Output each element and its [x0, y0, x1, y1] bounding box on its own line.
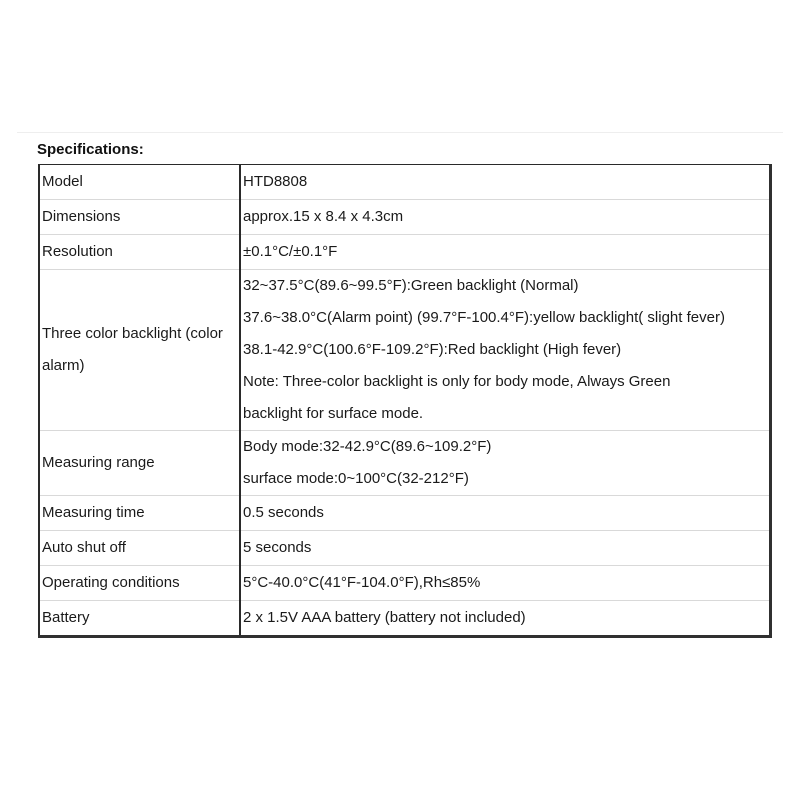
spec-label: Measuring time	[39, 496, 240, 531]
spec-label: Battery	[39, 601, 240, 637]
spec-value-line: approx.15 x 8.4 x 4.3cm	[243, 208, 404, 225]
table-row	[39, 165, 771, 200]
spec-value	[240, 531, 771, 566]
spec-label: Auto shut off	[39, 531, 240, 566]
spec-value	[240, 165, 771, 200]
spec-label: Dimensions	[39, 200, 240, 235]
table-row	[39, 566, 771, 601]
spec-label: Model	[39, 165, 240, 200]
spec-value-line: 5 seconds	[243, 539, 312, 556]
spec-value	[240, 200, 771, 235]
table-row	[39, 270, 771, 431]
spec-value-line: ±0.1°C/±0.1°F	[243, 243, 338, 260]
table-row	[39, 200, 771, 235]
spec-value	[240, 431, 771, 496]
spec-value	[240, 270, 771, 431]
spec-value-line: Body mode:32-42.9°C(89.6~109.2°F)	[243, 438, 492, 455]
spec-value	[240, 601, 771, 637]
spec-label: Measuring range	[39, 431, 240, 496]
table-row	[39, 496, 771, 531]
specifications-table	[38, 164, 772, 638]
spec-value	[240, 235, 771, 270]
table-row	[39, 531, 771, 566]
spec-value	[240, 496, 771, 531]
spec-value-line: Note: Three-color backlight is only for body mode, Always Green	[243, 373, 671, 390]
spec-value-line: backlight for surface mode.	[243, 405, 424, 422]
spec-label: Resolution	[39, 235, 240, 270]
spec-value-line: 5°C-40.0°C(41°F-104.0°F),Rh≤85%	[243, 574, 481, 591]
spec-value-line: 32~37.5°C(89.6~99.5°F):Green backlight (Normal)	[243, 277, 579, 294]
spec-label: Operating conditions	[39, 566, 240, 601]
spec-value-line: 0.5 seconds	[243, 504, 324, 521]
spec-value-line: 37.6~38.0°C(Alarm point) (99.7°F-100.4°F):yellow backlight( slight fever)	[243, 309, 725, 326]
spec-value-line: surface mode:0~100°C(32-212°F)	[243, 470, 469, 487]
spec-label-text: Three color backlight (color alarm)	[42, 325, 223, 374]
spec-value	[240, 566, 771, 601]
top-divider	[17, 132, 783, 133]
spec-label	[39, 270, 240, 431]
spec-value-line: 2 x 1.5V AAA battery (battery not included)	[243, 609, 526, 626]
table-row	[39, 235, 771, 270]
spec-value-line: 38.1-42.9°C(100.6°F-109.2°F):Red backlight (High fever)	[243, 341, 622, 358]
table-row	[39, 601, 771, 637]
specifications-heading: Specifications:	[37, 141, 144, 158]
spec-value-line: HTD8808	[243, 173, 308, 190]
table-row	[39, 431, 771, 496]
